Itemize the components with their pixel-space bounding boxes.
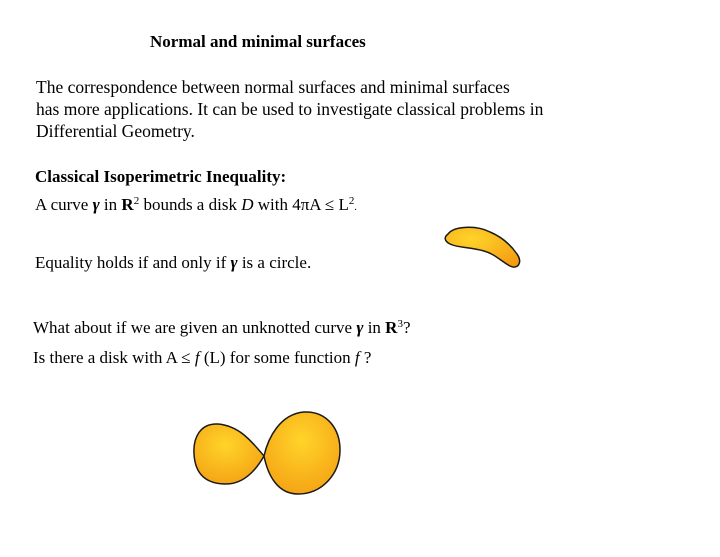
gamma-symbol: γ [92, 195, 100, 214]
text: Is there a disk with A ≤ [33, 348, 195, 367]
gamma-symbol: γ [356, 318, 364, 337]
isoperimetric-heading: Classical Isoperimetric Inequality: [35, 167, 287, 186]
text: is a circle. [237, 253, 312, 272]
question-unknotted-curve [33, 318, 411, 338]
right-lobe [264, 412, 340, 494]
f-symbol: f [354, 348, 360, 367]
intro-line-1: The correspondence between normal surfaces and minimal surfaces [36, 77, 510, 97]
isoperimetric-statement [35, 195, 357, 215]
equality-statement [35, 253, 311, 273]
text: ? [402, 318, 411, 337]
bean-disk-illustration [440, 222, 524, 274]
text: Equality holds if and only if [35, 253, 231, 272]
left-lobe [194, 424, 264, 484]
gamma-symbol: γ [230, 253, 238, 272]
superscript: 2 [348, 195, 355, 207]
page-title: Normal and minimal surfaces [150, 32, 366, 51]
superscript: 2 [133, 195, 140, 207]
intro-line-2: has more applications. It can be used to investigate classical problems in [36, 99, 544, 119]
period: . [354, 202, 357, 213]
intro-paragraph [36, 76, 543, 142]
intro-line-3: Differential Geometry. [36, 121, 195, 141]
f-symbol: f [194, 348, 200, 367]
text: A curve [35, 195, 93, 214]
text: in [99, 195, 122, 214]
question-disk-bound [33, 348, 371, 368]
r-symbol: R [385, 318, 398, 337]
text: ? [359, 348, 372, 367]
text: bounds a disk [139, 195, 242, 214]
text: (L) for some function [199, 348, 355, 367]
inequality: with 4πA ≤ L [253, 195, 349, 214]
bean-shape [445, 227, 519, 267]
r-symbol: R [121, 195, 134, 214]
text: What about if we are given an unknotted curve [33, 318, 357, 337]
superscript: 3 [397, 318, 403, 330]
figure-eight-disk-illustration [190, 408, 344, 500]
text: in [363, 318, 386, 337]
d-symbol: D [241, 195, 254, 214]
